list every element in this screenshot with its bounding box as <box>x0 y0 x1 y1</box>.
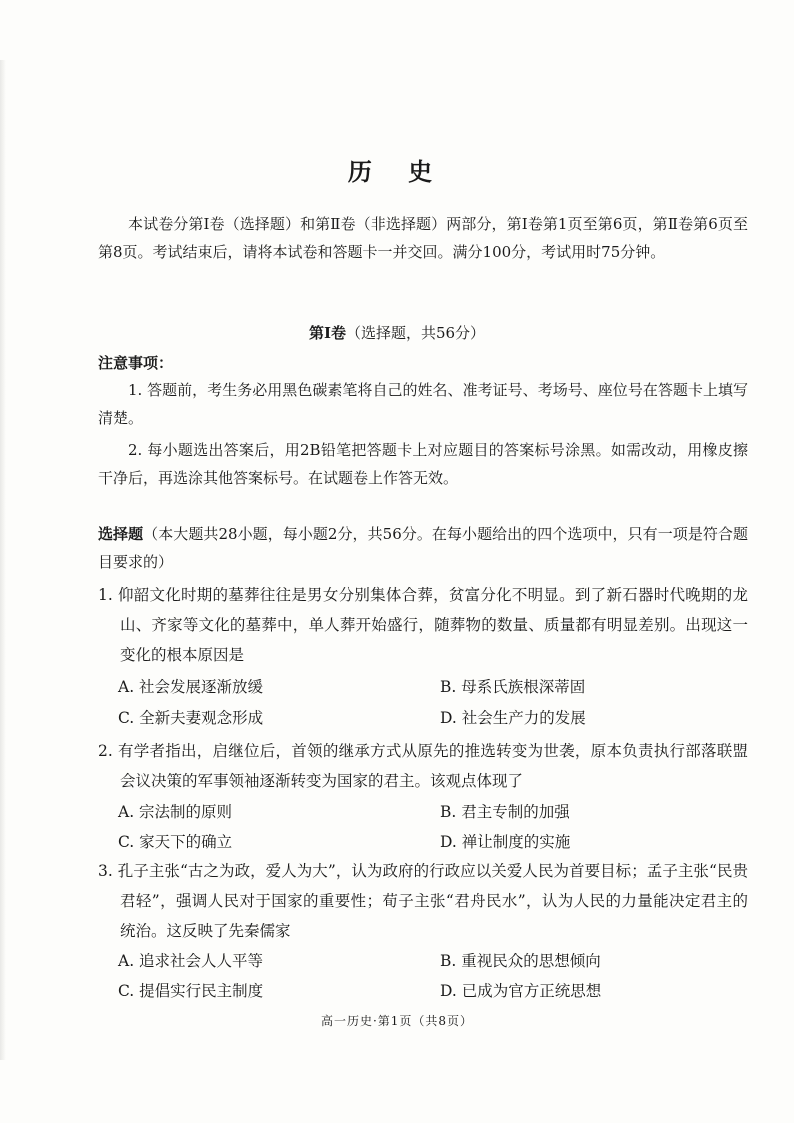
page-title: 历 史 <box>347 157 447 186</box>
part-detail: （选择题，共56分） <box>345 324 486 342</box>
section-desc: （本大题共28小题，每小题2分，共56分。在每小题给出的四个选项中，只有一项是符合题目要求的） <box>98 525 748 571</box>
section-heading <box>98 520 748 576</box>
option-c: C. 全新夫妻观念形成 <box>118 709 264 727</box>
option-d: D. 禅让制度的实施 <box>440 833 571 851</box>
option-b: B. 君主专制的加强 <box>440 803 570 821</box>
option-c: C. 家天下的确立 <box>118 833 233 851</box>
option-b: B. 母系氏族根深蒂固 <box>440 678 586 696</box>
notice-item: 2. 每小题选出答案后，用2B铅笔把答题卡上对应题目的答案标号涂黑。如需改动，用橡皮擦干净后，再选涂其他答案标号。在试题卷上作答无效。 <box>98 441 748 487</box>
notice-heading: 注意事项： <box>98 354 174 372</box>
notice-item: 1. 答题前，考生务必用黑色碳素笔将自己的姓名、准考证号、考场号、座位号在答题卡上填写清楚。 <box>98 381 748 427</box>
page-footer: 高一历史·第1页（共8页） <box>320 1014 474 1028</box>
option-a: A. 社会发展逐渐放缓 <box>118 678 264 696</box>
option-c: C. 提倡实行民主制度 <box>118 982 264 1000</box>
section-label: 选择题 <box>98 525 144 543</box>
option-d: D. 已成为官方正统思想 <box>440 982 602 1000</box>
part-label: 第Ⅰ卷 <box>308 324 346 342</box>
part-title <box>0 322 794 343</box>
question-stem: 2. 有学者指出，启继位后，首领的继承方式从原先的推选转变为世袭，原本负责执行部落联盟会议决策的军事领袖逐渐转变为国家的君主。该观点体现了 <box>98 742 748 790</box>
option-a: A. 追求社会人人平等 <box>118 952 264 970</box>
option-b: B. 重视民众的思想倾向 <box>440 952 601 970</box>
question-stem: 3. 孔子主张“古之为政，爱人为大”，认为政府的行政应以关爱人民为首要目标；孟子主张“民贵君轻”，强调人民对于国家的重要性；荀子主张“君舟民水”，认为人民的力量能决定君主的统治。这反映了先秦儒家 <box>98 862 748 940</box>
intro-paragraph: 本试卷分第Ⅰ卷（选择题）和第Ⅱ卷（非选择题）两部分，第Ⅰ卷第1页至第6页，第Ⅱ卷第6页至第8页。考试结束后，请将本试卷和答题卡一并交回。满分100分，考试用时75分钟。 <box>98 215 748 261</box>
option-a: A. 宗法制的原则 <box>118 803 233 821</box>
option-d: D. 社会生产力的发展 <box>440 709 586 727</box>
scan-edge <box>0 60 6 1060</box>
question-stem: 1. 仰韶文化时期的墓葬往往是男女分别集体合葬，贫富分化不明显。到了新石器时代晚期的龙山、齐家等文化的墓葬中，单人葬开始盛行，随葬物的数量、质量都有明显差别。出现这一变化的根本原因是 <box>98 586 748 664</box>
